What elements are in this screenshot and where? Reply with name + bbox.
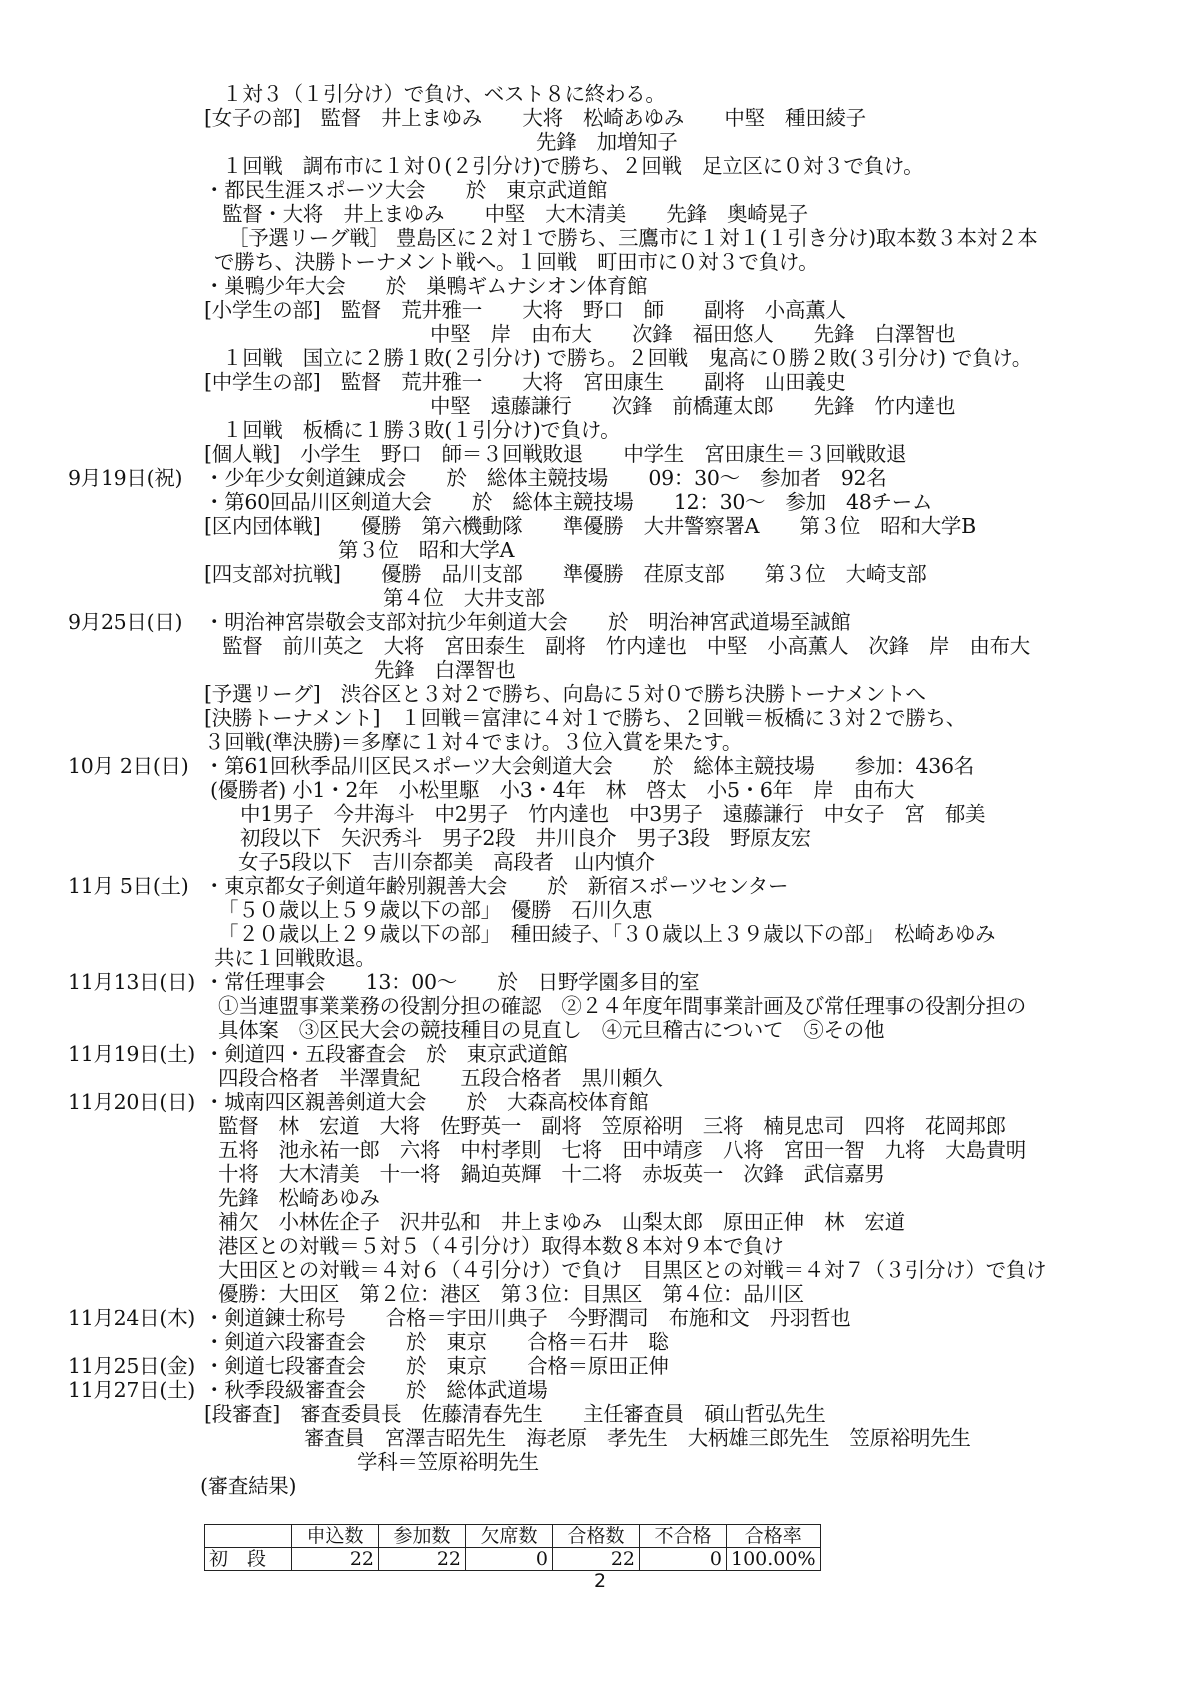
header-failed: 不合格	[640, 1525, 727, 1548]
line-text: で勝ち、決勝トーナメント戦へ。１回戦 町田市に０対３で負け。	[214, 250, 819, 274]
line-text: 審査員 宮澤吉昭先生 海老原 孝先生 大柄雄三郎先生 笠原裕明先生	[304, 1426, 971, 1450]
line-text: 大田区との対戦＝４対６（４引分け）で負け 目黒区との対戦＝４対７（３引分け）で負け	[218, 1258, 1047, 1282]
cell-passed: 22	[553, 1548, 640, 1571]
line-text: 補欠 小林佐企子 沢井弘和 井上まゆみ 山梨太郎 原田正伸 林 宏道	[218, 1210, 905, 1234]
text-line	[0, 1378, 1200, 1402]
text-line	[0, 1402, 1200, 1426]
text-line	[0, 490, 1200, 514]
line-text: 初段以下 矢沢秀斗 男子2段 井川良介 男子3段 野原友宏	[240, 826, 811, 850]
row-label: 初 段	[205, 1548, 292, 1571]
line-text: ・都民生涯スポーツ大会 於 東京武道館	[204, 178, 608, 202]
text-line	[0, 874, 1200, 898]
header-participated: 参加数	[379, 1525, 466, 1548]
text-line	[0, 1426, 1200, 1450]
entry-date: 11月 5日(土)	[68, 874, 189, 898]
line-text: 具体案 ③区民大会の競技種目の見直し ④元旦稽古について ⑤その他	[218, 1018, 885, 1042]
text-line	[0, 82, 1200, 106]
line-text: ・剣道四・五段審査会 於 東京武道館	[204, 1042, 568, 1066]
text-line	[0, 274, 1200, 298]
text-line	[0, 1042, 1200, 1066]
line-text: ・東京都女子剣道年齢別親善大会 於 新宿スポーツセンター	[204, 874, 789, 898]
text-line	[0, 130, 1200, 154]
line-text: (優勝者) 小1・2年 小松里駆 小3・4年 林 啓太 小5・6年 岸 由布大	[210, 778, 915, 802]
text-line	[0, 538, 1200, 562]
text-line	[0, 442, 1200, 466]
text-line	[0, 106, 1200, 130]
text-line	[0, 1354, 1200, 1378]
text-line	[0, 802, 1200, 826]
text-line	[0, 706, 1200, 730]
text-line	[0, 466, 1200, 490]
entry-date: 11月24日(木)	[68, 1306, 195, 1330]
line-text: 優勝：大田区 第２位：港区 第３位：目黒区 第４位：品川区	[218, 1282, 804, 1306]
line-text: ・剣道七段審査会 於 東京 合格＝原田正伸	[204, 1354, 669, 1378]
line-text: 監督 林 宏道 大将 佐野英一 副将 笠原裕明 三将 楠見忠司 四将 花岡邦郎	[218, 1114, 1006, 1138]
text-line	[0, 562, 1200, 586]
line-text: 「５０歳以上５９歳以下の部」 優勝 石川久恵	[218, 898, 653, 922]
line-text: [段審査] 審査委員長 佐藤清春先生 主任審査員 碩山哲弘先生	[204, 1402, 826, 1426]
text-line	[0, 1186, 1200, 1210]
line-text: ３回戦(準決勝)＝多摩に１対４でまけ。３位入賞を果たす。	[204, 730, 743, 754]
text-line	[0, 682, 1200, 706]
text-line	[0, 250, 1200, 274]
text-line	[0, 1234, 1200, 1258]
text-line	[0, 1138, 1200, 1162]
line-text: [個人戦] 小学生 野口 師＝３回戦敗退 中学生 宮田康生＝３回戦敗退	[204, 442, 907, 466]
line-text: ［予選リーグ戦］ 豊島区に２対１で勝ち、三鷹市に１対１(１引き分け)取本数３本対２本	[228, 226, 1038, 250]
text-line	[0, 826, 1200, 850]
line-text: 中堅 遠藤謙行 次鋒 前橋蓮太郎 先鋒 竹内達也	[430, 394, 956, 418]
line-text: 港区との対戦＝５対５（４引分け）取得本数８本対９本で負け	[218, 1234, 784, 1258]
text-line	[0, 970, 1200, 994]
text-line	[0, 1114, 1200, 1138]
line-text: [女子の部] 監督 井上まゆみ 大将 松崎あゆみ 中堅 種田綾子	[204, 106, 866, 130]
entry-date: 10月 2日(日)	[68, 754, 189, 778]
line-text: [決勝トーナメント] １回戦＝富津に４対１で勝ち、２回戦＝板橋に３対２で勝ち、	[204, 706, 966, 730]
line-text: 共に１回戦敗退。	[214, 946, 376, 970]
text-line	[0, 586, 1200, 610]
line-text: 中1男子 今井海斗 中2男子 竹内達也 中3男子 遠藤謙行 中女子 宮 郁美	[240, 802, 986, 826]
text-line	[0, 178, 1200, 202]
text-line	[0, 1306, 1200, 1330]
line-text: 学科＝笠原裕明先生	[357, 1450, 539, 1474]
line-text: 五将 池永祐一郎 六将 中村孝則 七将 田中靖彦 八将 宮田一智 九将 大島貴明	[218, 1138, 1026, 1162]
entry-date: 11月27日(土)	[68, 1378, 195, 1402]
text-line	[0, 610, 1200, 634]
cell-applied: 22	[292, 1548, 379, 1571]
line-text: 十将 大木清美 十一将 鍋迫英輝 十二将 赤坂英一 次鋒 武信嘉男	[218, 1162, 885, 1186]
text-line	[0, 1210, 1200, 1234]
line-text: 監督 前川英之 大将 宮田泰生 副将 竹内達也 中堅 小高薫人 次鋒 岸 由布大	[222, 634, 1030, 658]
text-line	[0, 658, 1200, 682]
line-text: ・第61回秋季品川区民スポーツ大会剣道大会 於 総体主競技場 参加：436名	[204, 754, 974, 778]
exam-results-table	[204, 1524, 821, 1571]
text-line	[0, 1450, 1200, 1474]
cell-participated: 22	[379, 1548, 466, 1571]
text-line	[0, 226, 1200, 250]
line-text: １回戦 国立に２勝１敗(２引分け) で勝ち。２回戦 鬼高に０勝２敗(３引分け) で負け。	[222, 346, 1033, 370]
line-text: (審査結果)	[200, 1474, 297, 1498]
line-text: １対３（１引分け）で負け、ベスト８に終わる。	[222, 82, 666, 106]
line-text: 四段合格者 半澤貴紀 五段合格者 黒川頼久	[218, 1066, 663, 1090]
text-line	[0, 850, 1200, 874]
line-text: 先鋒 松崎あゆみ	[218, 1186, 380, 1210]
cell-failed: 0	[640, 1548, 727, 1571]
line-text: ①当連盟事業業務の役割分担の確認 ②２４年度年間事業計画及び常任理事の役割分担の	[218, 994, 1026, 1018]
text-line	[0, 1474, 1200, 1498]
line-text: ・明治神宮崇敬会支部対抗少年剣道大会 於 明治神宮武道場至誠館	[204, 610, 851, 634]
line-text: 第４位 大井支部	[383, 586, 545, 610]
text-line	[0, 1090, 1200, 1114]
header-applied: 申込数	[292, 1525, 379, 1548]
line-text: 監督・大将 井上まゆみ 中堅 大木清美 先鋒 奥崎晃子	[222, 202, 808, 226]
line-text: ・巣鴨少年大会 於 巣鴨ギムナシオン体育館	[204, 274, 648, 298]
header-blank	[205, 1525, 292, 1548]
line-text: 先鋒 白澤智也	[374, 658, 516, 682]
entry-date: 11月19日(土)	[68, 1042, 195, 1066]
cell-rate: 100.00%	[727, 1548, 821, 1571]
text-line	[0, 1066, 1200, 1090]
line-text: [小学生の部] 監督 荒井雅一 大将 野口 師 副将 小高薫人	[204, 298, 846, 322]
line-text: ・常任理事会 13：00～ 於 日野学園多目的室	[204, 970, 700, 994]
table-header-row	[205, 1525, 821, 1548]
header-passed: 合格数	[553, 1525, 640, 1548]
entry-date: 9月25日(日)	[68, 610, 183, 634]
entry-date: 11月25日(金)	[68, 1354, 195, 1378]
text-line	[0, 154, 1200, 178]
text-line	[0, 1018, 1200, 1042]
line-text: 「２０歳以上２９歳以下の部」 種田綾子、「３０歳以上３９歳以下の部」 松崎あゆみ	[218, 922, 996, 946]
text-line	[0, 1282, 1200, 1306]
line-text: ・剣道錬士称号 合格＝宇田川典子 今野潤司 布施和文 丹羽哲也	[204, 1306, 851, 1330]
text-line	[0, 898, 1200, 922]
text-line	[0, 946, 1200, 970]
entry-date: 11月20日(日)	[68, 1090, 195, 1114]
text-line	[0, 394, 1200, 418]
text-line	[0, 634, 1200, 658]
text-line	[0, 1162, 1200, 1186]
text-line	[0, 922, 1200, 946]
text-line	[0, 994, 1200, 1018]
header-absent: 欠席数	[466, 1525, 553, 1548]
page-number: 2	[593, 1570, 607, 1592]
text-line	[0, 346, 1200, 370]
line-text: 第３位 昭和大学A	[338, 538, 515, 562]
text-line	[0, 418, 1200, 442]
line-text: ・少年少女剣道錬成会 於 総体主競技場 09：30～ 参加者 92名	[204, 466, 887, 490]
line-text: [予選リーグ] 渋谷区と３対２で勝ち、向島に５対０で勝ち決勝トーナメントへ	[204, 682, 926, 706]
line-text: 女子5段以下 吉川奈都美 高段者 山内慎介	[238, 850, 655, 874]
line-text: 中堅 岸 由布大 次鋒 福田悠人 先鋒 白澤智也	[430, 322, 956, 346]
line-text: [中学生の部] 監督 荒井雅一 大将 宮田康生 副将 山田義史	[204, 370, 846, 394]
entry-date: 11月13日(日)	[68, 970, 195, 994]
line-text: １回戦 調布市に１対０(２引分け)で勝ち、２回戦 足立区に０対３で負け。	[222, 154, 924, 178]
text-line	[0, 1330, 1200, 1354]
cell-absent: 0	[466, 1548, 553, 1571]
header-rate: 合格率	[727, 1525, 821, 1548]
line-text: [四支部対抗戦] 優勝 品川支部 準優勝 荏原支部 第３位 大崎支部	[204, 562, 927, 586]
text-line	[0, 514, 1200, 538]
text-line	[0, 778, 1200, 802]
text-line	[0, 370, 1200, 394]
text-line	[0, 1258, 1200, 1282]
line-text: ・秋季段級審査会 於 総体武道場	[204, 1378, 548, 1402]
text-line	[0, 298, 1200, 322]
table-row	[205, 1548, 821, 1571]
text-line	[0, 202, 1200, 226]
line-text: ・剣道六段審査会 於 東京 合格＝石井 聡	[204, 1330, 669, 1354]
line-text: １回戦 板橋に１勝３敗(１引分け)で負け。	[222, 418, 621, 442]
line-text: [区内団体戦] 優勝 第六機動隊 準優勝 大井警察署A 第３位 昭和大学B	[204, 514, 976, 538]
line-text: ・第60回品川区剣道大会 於 総体主競技場 12：30～ 参加 48チーム	[204, 490, 933, 514]
entry-date: 9月19日(祝)	[68, 466, 183, 490]
text-line	[0, 754, 1200, 778]
line-text: ・城南四区親善剣道大会 於 大森高校体育館	[204, 1090, 649, 1114]
text-line	[0, 322, 1200, 346]
line-text: 先鋒 加増知子	[536, 130, 678, 154]
text-line	[0, 730, 1200, 754]
